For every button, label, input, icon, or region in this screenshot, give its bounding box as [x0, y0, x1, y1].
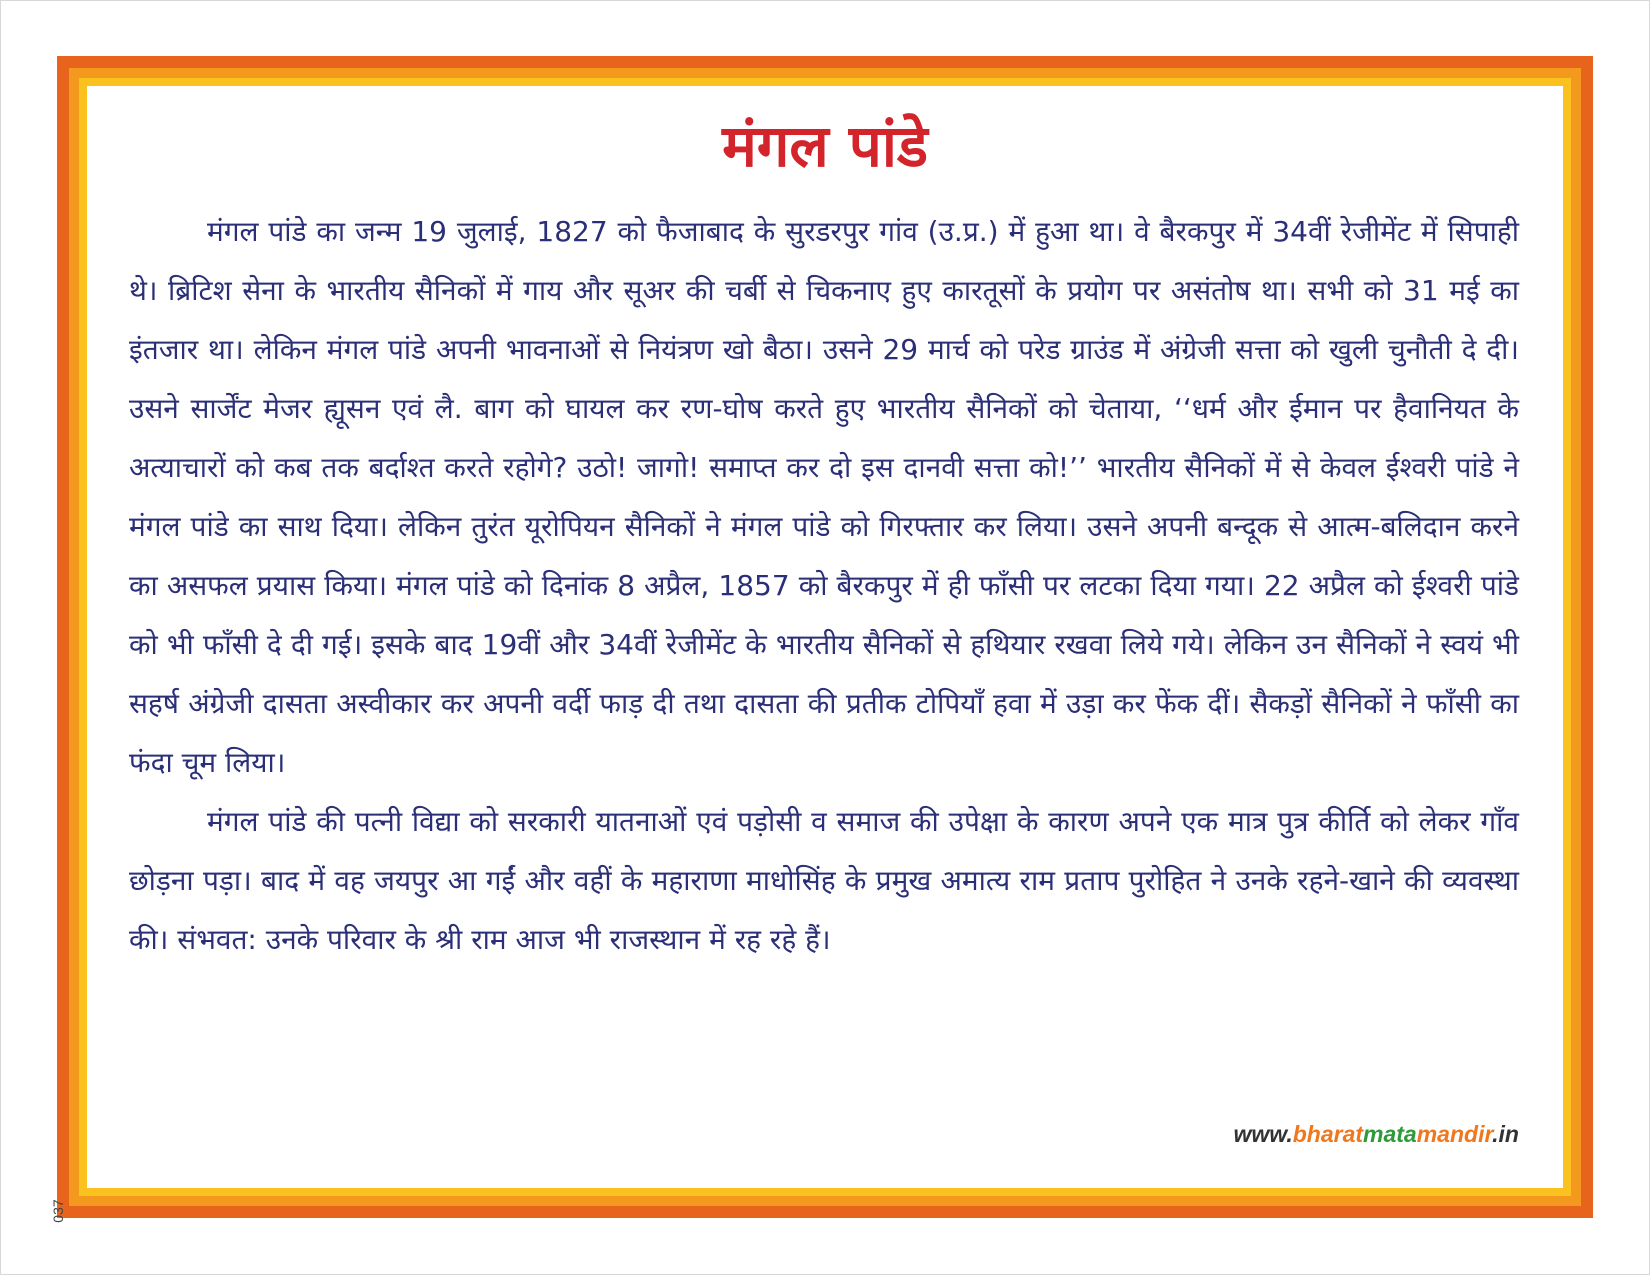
paragraph-2: मंगल पांडे की पत्नी विद्या को सरकारी यातनाओं एवं पड़ोसी व समाज की उपेक्षा के कारण अपने एक मात्र पुत्र कीर्ति को लेकर गाँव छोड़ना पड़ा। बाद में वह जयपुर आ गईं और वहीं के महाराणा माधोसिंह के प्रमुख अमात्य राम प्रताप पुरोहित ने उनके रहने-खाने की व्यवस्था की। संभवत: उनके परिवार के श्री राम आज भी राजस्थान में रह रहे हैं। — [129, 805, 1519, 956]
poster-frame-outer — [57, 56, 1593, 1218]
page-code: 037 — [50, 1199, 66, 1223]
footer-prefix: www. — [1233, 1121, 1293, 1147]
footer-suffix: .in — [1492, 1121, 1519, 1147]
poster-content — [87, 86, 1563, 1188]
page-title: मंगल पांडे — [722, 112, 928, 180]
footer-seg-mata: mata — [1363, 1121, 1417, 1147]
body-text — [129, 202, 1519, 969]
poster-frame-inner — [79, 78, 1571, 1196]
footer-seg-mandir: mandir — [1416, 1121, 1493, 1147]
poster-frame-middle — [69, 68, 1581, 1206]
website-footer — [1234, 1120, 1519, 1148]
footer-seg-bharat: bharat — [1292, 1121, 1364, 1147]
paragraph-1: मंगल पांडे का जन्म 19 जुलाई, 1827 को फैजाबाद के सुरडरपुर गांव (उ.प्र.) में हुआ था। वे बैरकपुर में 34वीं रेजीमेंट में सिपाही थे। ब्रिटिश सेना के भारतीय सैनिकों में गाय और सूअर की चर्बी से चिकनाए हुए कारतूसों के प्रयोग पर असंतोष था। सभी को 31 मई का इंतजार था। लेकिन मंगल पांडे अपनी भावनाओं से नियंत्रण खो बैठा। उसने 29 मार्च को परेड ग्राउंड में अंग्रेजी सत्ता को खुली चुनौती दे दी। उसने सार्जेंट मेजर ह्यूसन एवं लै. बाग को घायल कर रण-घोष करते हुए भारतीय सैनिकों को चेताया, ‘‘धर्म और ईमान पर हैवानियत के अत्याचारों को कब तक बर्दाश्त करते रहोगे? उठो! जागो! समाप्त कर दो इस दानवी सत्ता को!’’ भारतीय सैनिकों में से केवल ईश्वरी पांडे ने मंगल पांडे का साथ दिया। लेकिन तुरंत यूरोपियन सैनिकों ने मंगल पांडे को गिरफ्तार कर लिया। उसने अपनी बन्दूक से आत्म-बलिदान करने का असफल प्रयास किया। मंगल पांडे को दिनांक 8 अप्रैल, 1857 को बैरकपुर में ही फाँसी पर लटका दिया गया। 22 अप्रैल को ईश्वरी पांडे को भी फाँसी दे दी गई। इसके बाद 19वीं और 34वीं रेजीमेंट के भारतीय सैनिकों से हथियार रखवा लिये गये। लेकिन उन सैनिकों ने स्वयं भी सहर्ष अंग्रेजी दासता अस्वीकार कर अपनी वर्दी फाड़ दी तथा दासता की प्रतीक टोपियाँ हवा में उड़ा कर फेंक दीं। सैकड़ों सैनिकों ने फाँसी का फंदा चूम लिया। — [129, 215, 1519, 779]
